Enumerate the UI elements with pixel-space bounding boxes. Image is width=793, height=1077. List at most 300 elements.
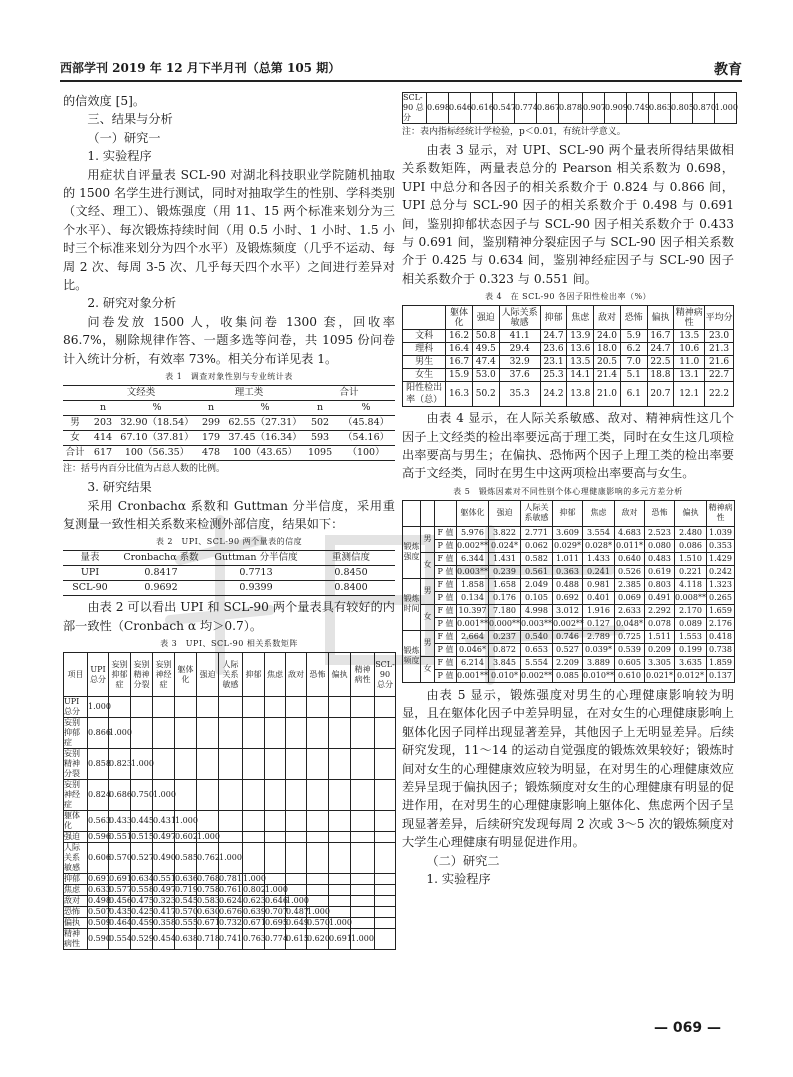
table-cell: 0.577: [109, 885, 132, 895]
table-row: [64, 885, 396, 896]
header-cell: 平均分: [705, 306, 734, 330]
table-cell: 6.1: [620, 382, 647, 407]
header-cell: [403, 500, 421, 526]
table-cell: 男生: [403, 356, 446, 369]
table-cell: 0.497: [153, 832, 176, 842]
table-cell: 0.526: [615, 565, 645, 578]
table-row: [64, 907, 396, 918]
empty-cell: [265, 718, 286, 749]
table-cell: 躯体化: [64, 811, 88, 832]
table-cell: 50.2: [472, 382, 499, 407]
empty-cell: [131, 697, 153, 718]
header-cell: 恐怖: [620, 306, 647, 330]
header-cell: 焦虑: [265, 653, 286, 697]
table-cell: 0.774: [265, 929, 286, 950]
table-cell: 0.746: [553, 630, 583, 643]
table-cell: 0.907: [583, 93, 605, 124]
table-cell: 0.761: [219, 885, 242, 895]
table-cell: 抑郁: [64, 874, 88, 885]
header-cell: 焦虑: [583, 500, 615, 526]
empty-cell: [351, 832, 375, 843]
header-cell: 精神病性: [351, 653, 375, 697]
table-row: [64, 843, 396, 874]
table-row: [64, 811, 396, 832]
table-cell: 0.002**: [553, 617, 583, 630]
table-cell: 13.5: [674, 330, 705, 343]
table-cell: 0.241: [583, 565, 615, 578]
table-cell: 0.692: [553, 591, 583, 604]
header-cell: 理工类: [195, 386, 303, 401]
table-cell: 16.4: [446, 343, 473, 356]
table-cell: 0.698: [427, 93, 449, 124]
table-row: [63, 566, 395, 581]
empty-cell: [265, 874, 286, 885]
table-cell: 0.529: [131, 929, 153, 950]
table-cell: 22.7: [705, 369, 734, 382]
table-cell: 0.010*: [489, 669, 521, 682]
table-cell: 2.664: [457, 630, 489, 643]
empty-cell: [351, 697, 375, 718]
table-cell: 12.1: [674, 382, 705, 407]
subsection-heading: 3. 研究结果: [87, 480, 152, 495]
table-cell: 0.9692: [117, 581, 205, 596]
table-row: [64, 718, 396, 749]
table-row: [403, 669, 735, 682]
table-cell: 0.863: [649, 93, 671, 124]
table-cell: 0.069: [615, 591, 645, 604]
table-cell: 0.527: [131, 843, 153, 874]
table-cell: 0.671: [243, 918, 266, 928]
empty-cell: [153, 697, 175, 718]
table-cell: 0.582: [521, 552, 553, 565]
empty-cell: [351, 780, 375, 811]
empty-cell: [286, 885, 307, 896]
table-header-row: [64, 653, 396, 697]
table-cell: SCL-90 总分: [403, 93, 427, 124]
table-cell: 25.3: [540, 369, 567, 382]
table-cell: 0.633: [88, 885, 111, 895]
header-cell: SCL-90 总分: [375, 653, 396, 697]
table-1: [63, 385, 395, 461]
table-cell: 2.480: [675, 526, 707, 539]
table-cell: 0.803: [645, 578, 675, 591]
table-cell: 0.459: [131, 918, 154, 928]
paragraph: 采用 Cronbachα 系数和 Guttman 分半信度，采用重复测量一致性相关系数来检测外部信度，结果如下：: [63, 498, 395, 531]
table-cell: 0.623: [243, 896, 266, 906]
table-cell: 23.6: [540, 343, 567, 356]
empty-cell: [351, 907, 375, 918]
subsection-heading: （二）研究二: [426, 853, 500, 868]
table-cell: 1.000: [351, 929, 375, 950]
table-cell: 0.570: [109, 843, 131, 874]
table-cell: 37.6: [499, 369, 540, 382]
table-cell: 5.554: [521, 656, 553, 669]
header-cell: 偏执: [329, 653, 351, 697]
table-2-caption: 表 2 UPI、SCL-90 两个量表的信度: [155, 537, 303, 547]
table-row: [403, 617, 735, 630]
table-row: [64, 780, 396, 811]
paragraph: 由表 2 可以看出 UPI 和 SCL-90 两个量表具有较好的内部一致性（Cronbach α 均＞0.7）。: [63, 600, 395, 633]
table-cell: 0.046*: [457, 643, 489, 656]
table-cell: P 值: [435, 617, 457, 630]
table-header-row: [63, 386, 395, 401]
table-cell: 0.221: [675, 565, 707, 578]
table-cell: 1.000: [265, 885, 288, 895]
table-cell: 0.636: [175, 874, 198, 884]
empty-cell: [197, 718, 219, 749]
table-cell: 0.732: [219, 918, 242, 928]
table-cell: 0.540: [521, 630, 553, 643]
table-cell: 0.265: [707, 591, 735, 604]
table-cell: 1.000: [307, 907, 330, 917]
empty-cell: [307, 874, 329, 885]
table-cell: 1.000: [131, 749, 153, 780]
table-cell: 0.758: [197, 885, 220, 895]
table-row: [64, 929, 396, 950]
table-cell: 6.214: [457, 656, 489, 669]
empty-cell: [175, 780, 197, 811]
table-cell: 0.558: [131, 885, 154, 895]
header-cell: [63, 386, 87, 401]
table-cell: 21.4: [594, 369, 621, 382]
table-cell: 22.5: [647, 356, 674, 369]
table-cell: 0.596: [88, 832, 111, 842]
table-row: [64, 832, 396, 843]
table-cell: 1.433: [583, 552, 615, 565]
table-cell: 2.633: [615, 604, 645, 617]
table-cell: 0.653: [521, 643, 553, 656]
table-row: [64, 697, 396, 718]
table-cell: 13.9: [567, 330, 594, 343]
empty-cell: [351, 718, 375, 749]
empty-cell: [375, 874, 396, 885]
table-cell: 0.323: [153, 896, 176, 906]
empty-cell: [286, 780, 307, 811]
table-cell: 0.649: [286, 918, 309, 928]
table-header-row: [403, 306, 734, 330]
table-cell: 0.527: [553, 643, 583, 656]
table-cell: 1095: [303, 446, 337, 461]
table-5-caption: 表 5 锻炼因素对不同性别个体心理健康影响的多元方差分析: [453, 486, 683, 496]
page-number: — 069 —: [654, 1020, 721, 1036]
left-column: [63, 92, 395, 950]
table-cell: 0.039*: [583, 643, 615, 656]
table-cell: 0.008**: [675, 591, 707, 604]
empty-cell: [329, 896, 351, 907]
empty-cell: [243, 843, 265, 874]
table-cell: 1.858: [457, 578, 489, 591]
table-cell: 0.590: [88, 929, 109, 950]
table-cell: 49.5: [472, 343, 499, 356]
table-cell: P 值: [435, 539, 457, 552]
table-cell: 1.553: [675, 630, 707, 643]
table-cell: 阳性检出率（总）: [403, 382, 446, 407]
table-cell: 妄别神经症: [64, 780, 88, 811]
table-cell: 0.823: [109, 749, 131, 780]
empty-cell: [265, 780, 286, 811]
gender-label: 男: [421, 578, 435, 604]
table-cell: 0.003**: [457, 565, 489, 578]
empty-cell: [243, 697, 265, 718]
table-cell: 24.2: [540, 382, 567, 407]
table-cell: 2.176: [707, 617, 735, 630]
table-cell: 0.605: [615, 656, 645, 669]
table-cell: 女: [63, 431, 87, 446]
table-cell: 0.561: [521, 565, 553, 578]
table-cell: 0.445: [131, 811, 153, 832]
table-cell: 0.676: [219, 907, 242, 917]
header-cell: %: [337, 401, 395, 416]
table-3-caption: 表 3 UPI、SCL-90 相关系数矩阵: [160, 639, 298, 649]
table-row: [64, 918, 396, 929]
table-cell: 0.237: [489, 630, 521, 643]
table-cell: 22.2: [705, 382, 734, 407]
empty-cell: [351, 918, 375, 929]
table-cell: 1.431: [489, 552, 521, 565]
table-cell: 37.45（16.34）: [227, 431, 303, 446]
right-column: [402, 92, 738, 888]
empty-cell: [131, 718, 153, 749]
table-cell: 0.507: [88, 907, 111, 917]
table-cell: 0.515: [131, 832, 154, 842]
empty-cell: [219, 811, 243, 832]
paragraph: 由表 4 显示，在人际关系敏感、敌对、精神病性这几个因子上文经类的检出率要远高于理工类，同时在女生这几项检出率要高与男生；在偏执、恐怖两个因子上理工类的检出率要高于文经类，同时在男生中这两项检出率要高与女生。: [402, 411, 734, 481]
table-cell: 0.454: [153, 929, 175, 950]
header-cell: n: [195, 401, 227, 416]
table-cell: 0.8400: [307, 581, 395, 596]
empty-cell: [286, 718, 307, 749]
table-cell: 文科: [403, 330, 446, 343]
table-row: [403, 526, 735, 539]
table-cell: 0.002**: [457, 539, 489, 552]
header-cell: 敌对: [615, 500, 645, 526]
table-cell: 0.425: [131, 907, 154, 917]
table-cell: 15.9: [446, 369, 473, 382]
group-label: 锻炼时间: [403, 578, 421, 630]
table-cell: 0.749: [627, 93, 649, 124]
header-rule: [60, 80, 742, 82]
table-cell: 偏执: [64, 918, 88, 929]
empty-cell: [375, 885, 396, 896]
table-cell: 0.417: [153, 907, 176, 917]
empty-cell: [153, 718, 175, 749]
table-cell: 0.048*: [615, 617, 645, 630]
header-cell: 敌对: [286, 653, 307, 697]
table-cell: 0.634: [131, 874, 154, 884]
table-row: [403, 343, 734, 356]
table-cell: 4.998: [521, 604, 553, 617]
table-row: [403, 369, 734, 382]
table-cell: 0.475: [131, 896, 154, 906]
empty-cell: [375, 718, 396, 749]
table-cell: 1.000: [219, 843, 243, 874]
table-cell: 0.640: [615, 552, 645, 565]
table-cell: 0.199: [675, 643, 707, 656]
header-cell: 文经类: [87, 386, 195, 401]
empty-cell: [307, 832, 329, 843]
table-cell: 5.1: [620, 369, 647, 382]
header-cell: 妄别抑郁症: [109, 653, 131, 697]
table-cell: 0.464: [109, 918, 132, 928]
header-cell: 躯体化: [175, 653, 197, 697]
table-cell: 1.510: [675, 552, 707, 565]
table-cell: 13.1: [674, 369, 705, 382]
header-cell: 抑郁: [243, 653, 265, 697]
empty-cell: [109, 697, 131, 718]
table-cell: 10.397: [457, 604, 489, 617]
table-cell: 0.646: [449, 93, 471, 124]
header-cell: [403, 306, 446, 330]
table-cell: 3.554: [583, 526, 615, 539]
empty-cell: [243, 780, 265, 811]
table-cell: 0.870: [693, 93, 715, 124]
table-cell: 0.012*: [675, 669, 707, 682]
table-cell: 0.619: [645, 565, 675, 578]
table-cell: 0.768: [197, 874, 220, 884]
empty-cell: [219, 697, 243, 718]
table-cell: （45.84）: [337, 416, 395, 431]
table-cell: 6.2: [620, 343, 647, 356]
table-cell: 0.741: [219, 929, 243, 950]
table-cell: 0.738: [707, 643, 735, 656]
table-cell: 0.872: [489, 643, 521, 656]
table-cell: 1.000: [109, 718, 131, 749]
table-cell: P 值: [435, 669, 457, 682]
table-cell: 13.5: [567, 356, 594, 369]
empty-cell: [219, 832, 243, 843]
empty-cell: [307, 843, 329, 874]
table-cell: 3.012: [553, 604, 583, 617]
table-cell: F 值: [435, 526, 457, 539]
table-cell: 0.539: [615, 643, 645, 656]
table-cell: 1.000: [88, 697, 109, 718]
table-cell: 6.344: [457, 552, 489, 565]
table-cell: 0.545: [175, 896, 198, 906]
table-cell: F 值: [435, 552, 457, 565]
table-header-row: [63, 401, 395, 416]
empty-cell: [243, 749, 265, 780]
header-cell: 重测信度: [307, 551, 395, 566]
table-cell: 2.049: [521, 578, 553, 591]
table-cell: 0.805: [671, 93, 693, 124]
paragraph: 的信效度 [5]。: [63, 94, 146, 108]
subsection-heading: 1. 实验程序: [87, 149, 152, 164]
section-label: 教育: [714, 62, 742, 78]
empty-cell: [307, 749, 329, 780]
table-row: [63, 416, 395, 431]
table-row: [403, 630, 735, 643]
table-cell: 0.583: [197, 896, 220, 906]
header-cell: 精神病性: [707, 500, 735, 526]
table-cell: 0.490: [153, 843, 175, 874]
table-cell: 21.0: [594, 382, 621, 407]
table-cell: 1.000: [715, 93, 737, 124]
empty-cell: [286, 749, 307, 780]
table-cell: 0.498: [88, 896, 111, 906]
table-cell: 0.7713: [205, 566, 307, 581]
empty-cell: [329, 780, 351, 811]
empty-cell: [286, 811, 307, 832]
group-label: 锻炼频度: [403, 630, 421, 682]
header-cell: 抑郁: [540, 306, 567, 330]
table-cell: （100）: [337, 446, 395, 461]
table-cell: 0.606: [88, 843, 109, 874]
header-cell: n: [303, 401, 337, 416]
header-cell: [435, 500, 457, 526]
empty-cell: [351, 874, 375, 885]
table-4: [402, 305, 734, 407]
table-cell: 0.802: [243, 885, 266, 895]
empty-cell: [375, 811, 396, 832]
gender-label: 女: [421, 552, 435, 578]
table-cell: 0.363: [553, 565, 583, 578]
table-row: [63, 581, 395, 596]
table-cell: 2.292: [645, 604, 675, 617]
table-cell: 0.570: [307, 918, 330, 928]
table-cell: 32.90（18.54）: [119, 416, 195, 431]
table-cell: 5.9: [620, 330, 647, 343]
table-cell: 0.563: [88, 811, 109, 832]
table-cell: F 值: [435, 630, 457, 643]
table-row: [403, 565, 735, 578]
table-cell: 0.551: [109, 832, 132, 842]
table-cell: 0.691: [88, 874, 111, 884]
table-cell: （54.16）: [337, 431, 395, 446]
header-cell: 强迫: [489, 500, 521, 526]
empty-cell: [375, 918, 396, 929]
table-cell: 32.9: [499, 356, 540, 369]
table-cell: 0.585: [175, 843, 197, 874]
table-5: [402, 500, 735, 683]
empty-cell: [175, 718, 197, 749]
table-cell: 1.659: [707, 604, 735, 617]
subsection-heading: 1. 实验程序: [426, 871, 491, 886]
table-1-caption: 表 1 调查对象性别与专业统计表: [165, 372, 293, 382]
table-cell: 3.635: [675, 656, 707, 669]
table-cell: 2.209: [553, 656, 583, 669]
table-cell: 179: [195, 431, 227, 446]
table-cell: 4.118: [675, 578, 707, 591]
table-cell: 16.3: [446, 382, 473, 407]
table-cell: 0.639: [243, 907, 266, 917]
empty-cell: [265, 697, 286, 718]
header-cell: 抑郁: [553, 500, 583, 526]
table-cell: 0.029*: [553, 539, 583, 552]
table-cell: 0.024*: [489, 539, 521, 552]
header-cell: 精神病性: [675, 307, 703, 328]
table-cell: 0.695: [265, 918, 288, 928]
empty-cell: [329, 907, 351, 918]
table-cell: 0.9399: [205, 581, 307, 596]
empty-cell: [265, 843, 286, 874]
empty-cell: [243, 718, 265, 749]
table-2: [63, 550, 395, 596]
table-cell: 4.683: [615, 526, 645, 539]
empty-cell: [153, 749, 175, 780]
table-cell: 20.7: [647, 382, 674, 407]
table-cell: 男: [63, 416, 87, 431]
table-row: [403, 539, 735, 552]
table-cell: 47.4: [472, 356, 499, 369]
table-cell: 0.551: [153, 874, 176, 884]
table-cell: 53.0: [472, 369, 499, 382]
table-cell: 24.7: [647, 343, 674, 356]
table-cell: 0.456: [109, 896, 132, 906]
subsection-heading: （一）研究一: [87, 130, 161, 145]
table-cell: 0.616: [471, 93, 493, 124]
table-cell: 0.497: [153, 885, 176, 895]
gender-label: 女: [421, 656, 435, 682]
